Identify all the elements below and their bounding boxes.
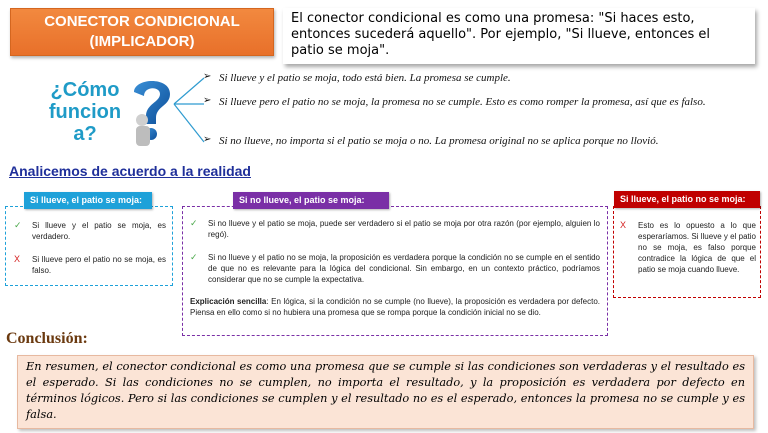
bullet-2 <box>203 95 743 109</box>
cross-icon: X <box>14 254 21 264</box>
bullet-3-text: Si no llueve, no importa si el patio se moja o no. La promesa original no se aplica porque no llovió. <box>219 135 659 147</box>
panel-no-rain-wet-item-2 <box>190 252 600 285</box>
bullet-3 <box>203 134 753 148</box>
arrow-icon: ➢ <box>203 95 212 106</box>
cross-icon: X <box>620 220 627 230</box>
conclusion-box <box>17 355 754 429</box>
how-question <box>38 79 132 145</box>
title-line-1: CONECTOR CONDICIONAL <box>44 13 240 30</box>
panel-rain-wet-label: Si llueve, el patio se moja: <box>24 192 152 209</box>
item-text: Si no llueve y el patio se moja, puede ser verdadero si el patio se moja por otra razón (por ejemplo, alguien lo regó). <box>208 219 600 239</box>
intro-box <box>283 8 755 64</box>
how-question-line-1: ¿Cómo <box>50 79 120 101</box>
item-text: Si llueve y el patio se moja, es verdadero. <box>32 221 166 241</box>
panel-no-rain-wet-label: Si no llueve, el patio se moja: <box>233 192 389 209</box>
item-text: Esto es lo opuesto a lo que esperaríamos. Si llueve y el patio no se moja, es falso porque contradice la lógica de que el patio se moja cuando llueve. <box>638 221 756 274</box>
check-icon: ✓ <box>190 218 198 228</box>
how-question-line-3: a? <box>73 123 97 145</box>
panel-rain-wet-item-1 <box>14 220 166 242</box>
check-icon: ✓ <box>14 220 22 230</box>
how-question-line-2: funcion <box>48 101 122 123</box>
title-line-2: (IMPLICADOR) <box>89 33 195 50</box>
panel-rain-dry-label: Si llueve, el patio no se moja: <box>614 191 760 208</box>
intro-text: El conector condicional es como una promesa: "Si haces esto, entonces sucederá aquello". Por ejemplo, "Si llueve, entonces el patio se moja". <box>291 11 711 58</box>
item-text: Si no llueve y el patio no se moja, la proposición es verdadera porque la condición no se cumple en el sentido de que no es relevante para la lógica del condicional. Sin embargo, en un contexto práctico, podríamos considerar que no se cumple la expectativa. <box>208 253 600 284</box>
panel-no-rain-wet-item-1 <box>190 218 600 240</box>
bullet-1-text: Si llueve y el patio se moja, todo está bien. La promesa se cumple. <box>219 72 511 84</box>
title-box <box>10 8 274 56</box>
conclusion-title: Conclusión: <box>6 330 88 347</box>
section-title: Analicemos de acuerdo a la realidad <box>9 163 251 179</box>
panel-no-rain-wet-note <box>190 296 600 318</box>
panel-rain-wet-item-2 <box>14 254 166 276</box>
bullet-2-text: Si llueve pero el patio no se moja, la promesa no se cumple. Esto es como romper la promesa, así que es falso. <box>219 96 706 108</box>
panel-rain-dry-item-1 <box>620 220 756 275</box>
note-label: Explicación sencilla <box>190 297 267 306</box>
arrow-icon: ➢ <box>203 71 212 82</box>
arrow-icon: ➢ <box>203 134 212 145</box>
check-icon: ✓ <box>190 252 198 262</box>
conclusion-text: En resumen, el conector condicional es como una promesa que se cumple si las condiciones son verdaderas y el resultado es el esperado. Si las condiciones no se cumplen, no importa el resultado, y la proposición es verdadera por defecto en términos lógicos. Pero si las condiciones se cumplen y el resultado no es el esperado, entonces la promesa no se cumple y es falsa. <box>26 360 745 421</box>
note-text: : En lógica, si la condición no se cumple (no llueve), la proposición es verdadera por defecto. Piensa en ello como si no hubiera una promesa que se rompa porque la condición inicial no se dio. <box>190 297 600 317</box>
bullet-1 <box>203 71 743 85</box>
item-text: Si llueve pero el patio no se moja, es falso. <box>32 255 166 275</box>
